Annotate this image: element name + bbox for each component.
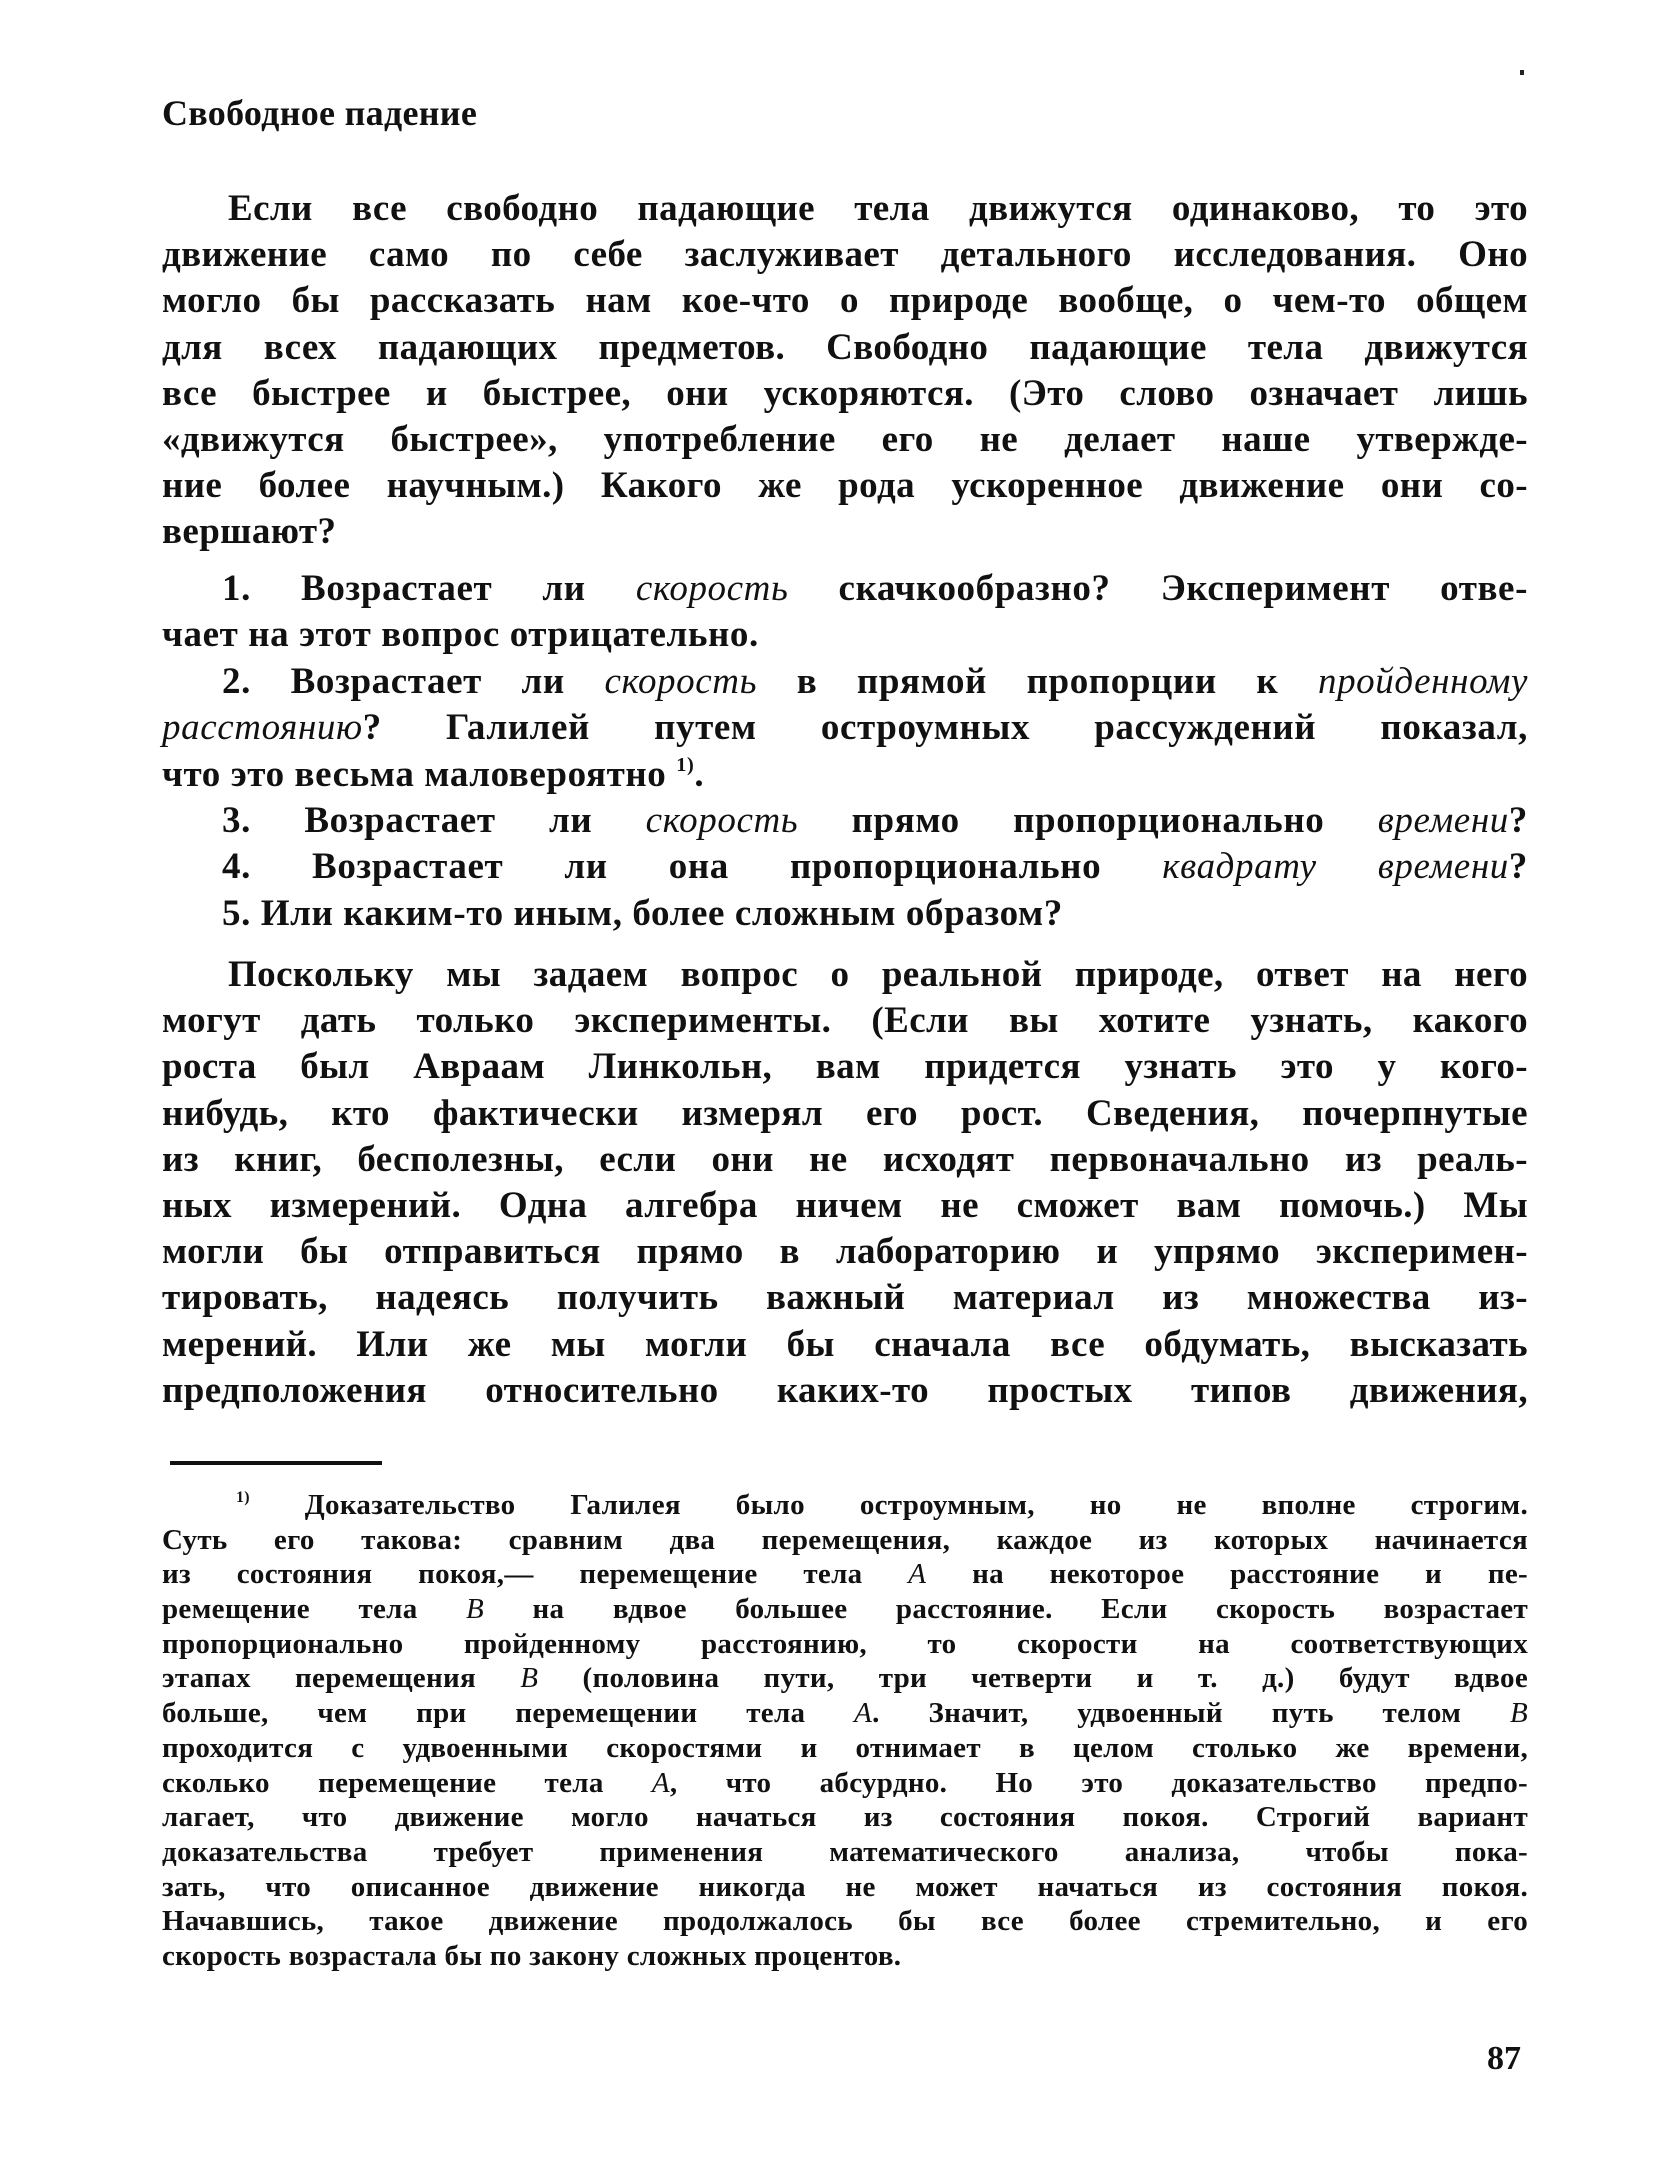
text-segment: больше, чем при перемещении тела: [162, 1697, 855, 1730]
text-line: [162, 278, 1528, 324]
text-line: [162, 1766, 1528, 1801]
page-number: 87: [1487, 2040, 1521, 2077]
text-line: [162, 891, 1528, 937]
text-segment: могут дать только эксперименты. (Если вы хотите узнать, какого: [162, 1000, 1528, 1042]
text-segment: для всех падающих предметов. Свободно падающие тела движутся: [162, 326, 1528, 368]
text-line: [162, 566, 1528, 612]
paragraph-experiments: [162, 952, 1528, 1414]
text-segment: , что абсурдно. Но это доказательство предпо-: [669, 1766, 1528, 1799]
text-line: [162, 1183, 1528, 1229]
print-speck: [1520, 70, 1524, 75]
text-segment: на некоторое расстояние и пе-: [926, 1558, 1528, 1591]
text-line: [162, 1592, 1528, 1627]
text-segment: Доказательство Галилея было остроумным, но не вполне строгим.: [249, 1489, 1528, 1521]
footnote: [162, 1488, 1528, 1974]
text-segment: могло бы рассказать нам кое-что о природе вообще, о чем-то общем: [162, 280, 1528, 322]
text-segment: . Значит, удвоенный путь телом: [872, 1697, 1510, 1730]
text-segment: ?: [1508, 799, 1528, 841]
text-segment: чает на этот вопрос отрицательно.: [162, 614, 759, 656]
text-line: [162, 844, 1528, 890]
question-list: [162, 566, 1528, 937]
text-segment: Начавшись, такое движение продолжалось бы все более стремительно, и его: [162, 1905, 1528, 1938]
footnote-reference: 1): [236, 1489, 250, 1507]
text-segment: ных измерений. Одна алгебра ничем не сможет вам помочь.) Мы: [162, 1184, 1528, 1226]
text-segment: 1. Возрастает ли: [222, 568, 636, 609]
text-segment: ние более научным.) Какого же рода ускоренное движение они со-: [162, 465, 1528, 507]
text-segment: зать, что описанное движение никогда не может начаться из состояния покоя.: [162, 1870, 1528, 1903]
text-line: [162, 232, 1528, 278]
italic-text: A: [651, 1766, 670, 1799]
text-segment: тировать, надеясь получить важный материал из множества из-: [162, 1277, 1528, 1319]
text-segment: .: [694, 753, 705, 795]
italic-text: времени: [1377, 846, 1509, 888]
text-line: [162, 1091, 1528, 1137]
text-line: [162, 1627, 1528, 1662]
text-line: [162, 1275, 1528, 1321]
text-line: [162, 1229, 1528, 1275]
text-segment: вершают?: [162, 511, 337, 553]
text-segment: 5. Или каким-то иным, более сложным образом?: [222, 892, 1063, 934]
text-line: [162, 612, 1528, 658]
text-line: [162, 463, 1528, 509]
italic-text: времени: [1377, 799, 1509, 841]
text-line: [162, 1904, 1528, 1939]
text-segment: роста был Авраам Линкольн, вам придется узнать это у кого-: [162, 1046, 1528, 1088]
text-segment: мерений. Или же мы могли бы сначала все обдумать, высказать: [162, 1323, 1528, 1365]
text-line: [162, 752, 1528, 798]
italic-text: скорость: [645, 799, 799, 841]
text-segment: могли бы отправиться прямо в лабораторию и упрямо эксперимен-: [162, 1231, 1528, 1273]
text-segment: доказательства требует применения математического анализа, чтобы пока-: [162, 1835, 1528, 1868]
text-line: [162, 1523, 1528, 1558]
text-segment: в прямой пропорции к: [757, 660, 1318, 702]
text-segment: скачкообразно? Эксперимент отве-: [788, 568, 1528, 609]
text-segment: проходится с удвоенными скоростями и отнимает в целом столько же времени,: [162, 1731, 1528, 1764]
text-line: [162, 509, 1528, 555]
text-segment: (половина пути, три четверти и т. д.) будут вдвое: [538, 1662, 1528, 1695]
text-segment: ? Галилей путем остроумных рассуждений показал,: [362, 707, 1528, 749]
text-segment: все быстрее и быстрее, они ускоряются. (Это слово означает лишь: [162, 372, 1528, 414]
text-segment: из книг, бесполезны, если они не исходят первоначально из реаль-: [162, 1138, 1528, 1180]
italic-text: A: [908, 1558, 927, 1591]
text-line: [162, 1870, 1528, 1905]
italic-text: B: [1509, 1697, 1528, 1730]
text-segment: этапах перемещения: [162, 1662, 521, 1695]
text-segment: из состояния покоя,— перемещение тела: [162, 1558, 909, 1591]
text-line: [162, 1661, 1528, 1696]
footnote-separator: [170, 1461, 382, 1465]
text-segment: [1317, 846, 1378, 887]
text-line: [162, 705, 1528, 751]
text-segment: Суть его такова: сравним два перемещения, каждое из которых начинается: [162, 1523, 1528, 1556]
paragraph-intro: [162, 186, 1528, 556]
italic-text: расстоянию: [162, 707, 363, 749]
text-segment: ?: [1508, 846, 1528, 888]
text-segment: сколько перемещение тела: [162, 1766, 652, 1799]
text-line: [162, 1939, 1528, 1974]
text-line: [162, 325, 1528, 371]
text-segment: что это весьма маловероятно: [162, 753, 677, 795]
text-segment: 3. Возрастает ли: [222, 799, 646, 841]
text-line: [162, 798, 1528, 844]
italic-text: A: [854, 1697, 873, 1730]
text-line: [162, 1368, 1528, 1414]
text-segment: Поскольку мы задаем вопрос о реальной природе, ответ на него: [228, 954, 1528, 995]
text-line: [162, 1044, 1528, 1090]
text-line: [162, 998, 1528, 1044]
text-segment: лагает, что движение могло начаться из состояния покоя. Строгий вариант: [162, 1801, 1528, 1834]
text-line: [162, 186, 1528, 232]
italic-text: B: [520, 1662, 539, 1695]
italic-text: скорость: [635, 568, 789, 609]
italic-text: скорость: [604, 660, 758, 702]
text-segment: предположения относительно каких-то простых типов движения,: [162, 1369, 1528, 1411]
text-line: [162, 1800, 1528, 1835]
italic-text: квадрату: [1162, 846, 1317, 888]
text-segment: скорость возрастала бы по закону сложных процентов.: [162, 1939, 902, 1972]
text-segment: прямо пропорционально: [798, 799, 1378, 841]
text-segment: Если все свободно падающие тела движутся одинаково, то это: [228, 188, 1528, 229]
text-line: [162, 659, 1528, 705]
text-line: [162, 1137, 1528, 1183]
text-segment: на вдвое большее расстояние. Если скорость возрастает: [484, 1593, 1528, 1626]
text-line: [162, 1488, 1528, 1523]
italic-text: B: [466, 1593, 485, 1626]
text-segment: 2. Возрастает ли: [222, 660, 605, 702]
text-line: [162, 1835, 1528, 1870]
text-segment: 4. Возрастает ли она пропорционально: [222, 846, 1163, 888]
section-heading: Свободное падение: [162, 93, 478, 133]
text-segment: пропорционально пройденному расстоянию, то скорости на соответствующих: [162, 1627, 1528, 1660]
text-line: [162, 952, 1528, 998]
text-line: [162, 1731, 1528, 1766]
text-line: [162, 1696, 1528, 1731]
text-segment: «движутся быстрее», употребление его не делает наше утвержде-: [162, 418, 1528, 460]
italic-text: пройденному: [1317, 660, 1528, 702]
text-line: [162, 1322, 1528, 1368]
footnote-reference: 1): [676, 753, 695, 776]
text-segment: нибудь, кто фактически измерял его рост. Сведения, почерпнутые: [162, 1092, 1528, 1134]
text-line: [162, 371, 1528, 417]
text-segment: движение само по себе заслуживает детального исследования. Оно: [162, 234, 1528, 276]
text-line: [162, 1557, 1528, 1592]
text-segment: ремещение тела: [162, 1593, 467, 1626]
text-line: [162, 417, 1528, 463]
